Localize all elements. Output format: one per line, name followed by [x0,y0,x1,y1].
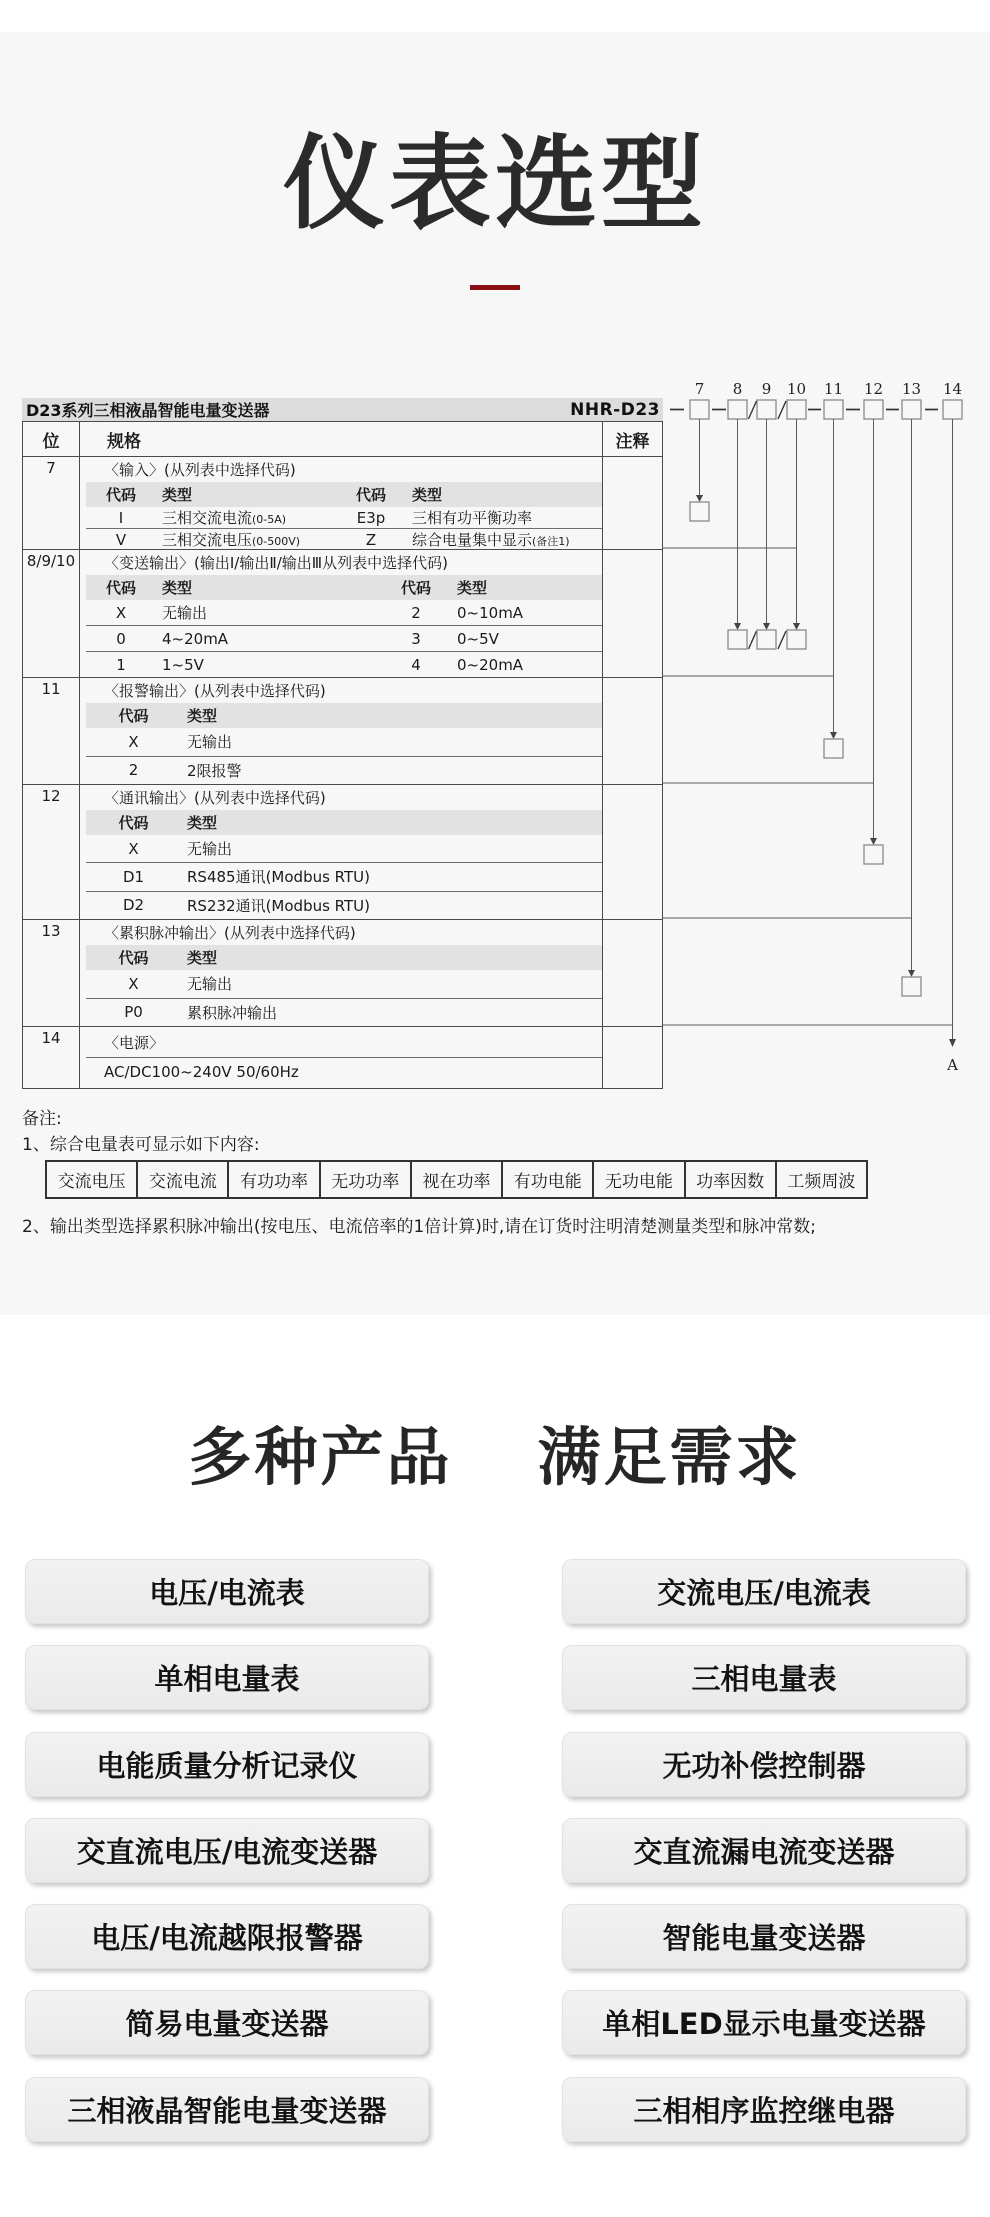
selection-grid [22,421,663,1089]
product-button-right-6[interactable]: 单相LED显示电量变送器 [562,1990,966,2055]
subtable-row [86,625,602,651]
subtable [86,945,602,1026]
type-label: 无输出 [162,604,208,622]
type-label: RS232通讯(Modbus RTU) [187,896,371,915]
type-label: RS485通讯(Modbus RTU) [187,868,371,887]
target-box-11 [824,739,843,758]
type-cell [181,838,602,859]
type-cell [451,630,602,648]
product-button-left-7[interactable]: 三相液晶智能电量变送器 [25,2077,429,2142]
group-title: 〈输入〉(从列表中选择代码) [104,461,296,479]
product-button-right-2[interactable]: 三相电量表 [562,1645,966,1710]
spec-group-5 [23,919,662,1026]
product-button-right-5[interactable]: 智能电量变送器 [562,1904,966,1969]
type-cell [451,656,602,674]
page-title: 仪表选型 [283,125,707,244]
pos-label-12: 12 [863,380,884,398]
note-2: 2、输出类型选择累积脉冲输出(按电压、电流倍率的1倍计算)时,请在订货时注明清楚测量类型和脉冲常数; [22,1217,817,1237]
type-cell [181,973,602,994]
target-box-10 [787,630,806,649]
products-title-left: 多种产品 [188,1421,453,1494]
code-cell: 0 [116,629,126,648]
param-cell: 有功功率 [227,1162,318,1197]
type-label: 无输出 [187,840,233,859]
param-cell: 无功功率 [319,1162,410,1197]
subtable-header [86,482,602,507]
code-cell: X [128,974,139,993]
note-cell [603,920,662,1026]
param-cell: 有功电能 [501,1162,592,1197]
type-note: (0-5A) [252,513,287,526]
code-box-10 [787,400,806,419]
param-cell: 交流电流 [136,1162,227,1197]
note-cell [603,785,662,919]
subtable-header-cell: 代码 [400,579,431,597]
code-box-14 [943,400,962,419]
group-spec [80,550,603,677]
type-note: (0-500V) [252,535,301,548]
product-button-right-4[interactable]: 交直流漏电流变送器 [562,1818,966,1883]
code-slash [749,631,757,649]
param-cell: 工频周波 [775,1162,866,1197]
arrowhead [830,732,837,739]
type-label: 三相有功平衡功率 [412,509,533,527]
group-spec [80,785,603,919]
notes-label: 备注: [22,1109,62,1129]
arrowhead [696,495,703,502]
note-cell [603,457,662,549]
subtable-row [86,651,602,677]
arrowhead [793,623,800,630]
product-button-left-5[interactable]: 电压/电流越限报警器 [25,1904,429,1969]
code-cell: P0 [124,1003,143,1022]
code-box-11 [824,400,843,419]
product-button-left-6[interactable]: 简易电量变送器 [25,1990,429,2055]
pos-label-13: 13 [901,380,922,398]
target-box-8 [728,630,747,649]
group-title: 〈变送输出〉(输出Ⅰ/输出Ⅱ/输出Ⅲ从列表中选择代码) [104,554,448,572]
subtable-header-cell: 类型 [412,486,443,504]
spec-group-2 [23,549,662,677]
subtable [86,575,602,677]
target-box-13 [902,977,921,996]
product-button-right-7[interactable]: 三相相序监控继电器 [562,2077,966,2142]
subtable-row [86,756,602,785]
code-slash [749,401,757,419]
target-box-9 [757,630,776,649]
subtable-row [86,891,602,919]
subtable-header-cell: 代码 [118,949,149,967]
param-cell: 无功电能 [592,1162,683,1197]
pos-label-10: 10 [786,380,807,398]
subtable [86,482,602,549]
subtable-header-cell: 类型 [187,814,218,832]
code-cell: E3p [356,508,386,527]
subtable-header [86,945,602,970]
subtable-row [86,835,602,862]
param-cell: 功率因数 [684,1162,775,1197]
group-title: 〈报警输出〉(从列表中选择代码) [104,682,326,700]
code-cell: V [115,530,127,549]
param-cell: 交流电压 [57,1172,126,1192]
note-cell [603,1027,662,1088]
code-cell: 1 [116,655,126,674]
pos-label-8: 8 [732,380,743,398]
products-title-right: 满足需求 [537,1421,802,1494]
group-title: 〈累积脉冲输出〉(从列表中选择代码) [104,924,356,942]
type-cell [181,731,602,752]
code-cell: D2 [122,896,145,915]
subtable-header [86,575,602,600]
spec-group-6 [23,1026,662,1088]
subtable-header-cell: 类型 [187,707,218,725]
code-cell: Z [365,530,377,549]
type-label: 累积脉冲输出 [187,1003,278,1022]
group-spec [80,678,603,784]
type-cell [406,507,602,528]
subtable-row [86,600,602,625]
subtable-header-cell: 类型 [187,949,218,967]
subtable-row [86,862,602,890]
code-cell: 2 [128,761,139,780]
pos-label-14: 14 [942,380,963,398]
arrowhead [908,970,915,977]
subtable-header [86,703,602,728]
note-cell [603,678,662,784]
title-divider [470,285,520,290]
type-cell [156,507,336,528]
product-button-left-4[interactable]: 交直流电压/电流变送器 [25,1818,429,1883]
code-cell: 4 [411,655,421,674]
selection-table [22,398,663,1089]
subtable-row [86,507,602,528]
type-label: 0~20mA [457,655,524,674]
group-pos: 11 [23,678,80,784]
group-pos: 7 [23,457,80,549]
product-button-right-1[interactable]: 交流电压/电流表 [562,1559,966,1624]
group-pos: 8/9/10 [23,550,80,677]
arrowhead [763,623,770,630]
target-box-12 [864,845,883,864]
group-title: 〈电源〉 [104,1034,165,1052]
code-cell: X [128,732,139,751]
product-button-right-3[interactable]: 无功补偿控制器 [562,1732,966,1797]
subtable-header-cell: 代码 [105,579,136,597]
series-title: D23系列三相液晶智能电量变送器 [26,401,270,420]
type-label: 1~5V [162,655,204,674]
product-button-left-1[interactable]: 电压/电流表 [25,1559,429,1624]
note-1: 1、综合电量表可显示如下内容: [22,1135,260,1155]
arrowhead [870,838,877,845]
subtable-header-cell: 类型 [457,579,488,597]
code-cell: D1 [122,867,145,886]
type-label: 4~20mA [162,629,229,648]
code-slash [778,401,786,419]
type-label: 三相交流电流 [162,509,253,527]
products-left-column [25,1559,429,2142]
type-cell [181,895,602,916]
type-cell [156,656,381,674]
subtable-header-cell: 代码 [105,486,136,504]
code-box-7 [690,400,709,419]
params-table [45,1160,868,1199]
subtable-row [86,528,602,550]
type-label: 0~10mA [457,603,524,622]
type-cell [451,604,602,622]
type-label: 无输出 [187,975,233,994]
col-note-header: 注释 [615,431,650,452]
type-label: 0~5V [457,629,499,648]
group-pos: 14 [23,1027,80,1088]
type-cell [156,630,381,648]
code-slash [778,631,786,649]
type-cell [181,1002,602,1023]
power-terminal-label: A [947,1056,958,1074]
selection-title-bar [22,398,663,421]
code-cell: 2 [411,603,421,622]
code-cell: 3 [411,629,421,648]
code-cell: X [115,603,127,622]
power-spec: AC/DC100~240V 50/60Hz [86,1057,602,1088]
subtable-header [86,810,602,835]
products-title [0,1420,990,1496]
code-box-13 [902,400,921,419]
spec-group-1 [23,456,662,549]
subtable-row [86,970,602,998]
subtable [86,703,602,784]
arrowhead [734,623,741,630]
model-code: NHR-D23 [570,399,660,420]
subtable-header-cell: 代码 [118,814,149,832]
spec-group-4 [23,784,662,919]
selection-header-row [23,422,662,456]
group-pos: 12 [23,785,80,919]
type-cell [181,760,602,781]
type-cell [156,529,336,550]
subtable-header-cell: 类型 [162,579,193,597]
code-diagram [663,378,990,1095]
group-spec [80,457,603,549]
products-right-column [562,1559,966,2142]
subtable-row [86,728,602,756]
type-label: 2限报警 [187,761,242,780]
col-spec-header: 规格 [80,422,603,456]
group-pos: 13 [23,920,80,1026]
code-box-12 [864,400,883,419]
pos-label-7: 7 [694,380,705,398]
subtable-header-cell: 代码 [355,486,386,504]
code-cell: I [118,508,124,527]
selection-groups [23,456,662,1088]
pos-label-9: 9 [761,380,772,398]
param-cell: 视在功率 [410,1162,501,1197]
product-button-left-2[interactable]: 单相电量表 [25,1645,429,1710]
subtable-row [86,998,602,1027]
type-label: 综合电量集中显示 [412,531,533,549]
note-cell [603,550,662,677]
type-label: 三相交流电压 [162,531,253,549]
group-spec [80,1027,603,1088]
col-pos-header: 位 [23,422,80,456]
subtable [86,810,602,919]
type-note: (备注1) [532,535,570,548]
type-label: 无输出 [187,733,233,752]
group-spec [80,920,603,1026]
code-box-9 [757,400,776,419]
pos-label-11: 11 [823,380,844,398]
group-title: 〈通讯输出〉(从列表中选择代码) [104,789,326,807]
product-button-left-3[interactable]: 电能质量分析记录仪 [25,1732,429,1797]
target-box-7 [690,502,709,521]
type-cell [406,529,602,550]
arrowhead [949,1039,956,1047]
code-box-8 [728,400,747,419]
subtable-header-cell: 类型 [162,486,193,504]
subtable-header-cell: 代码 [118,707,149,725]
spec-group-3 [23,677,662,784]
type-cell [156,602,381,623]
code-cell: X [128,839,139,858]
type-cell [181,866,602,887]
